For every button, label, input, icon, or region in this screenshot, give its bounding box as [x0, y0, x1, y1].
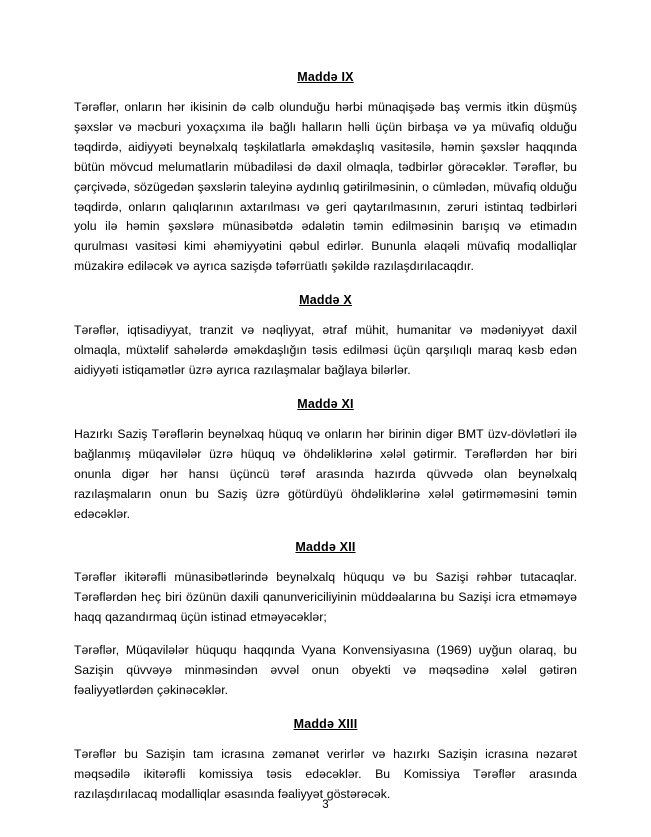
document-section-10 — [74, 293, 577, 381]
section-paragraph-13-1: Tərəflər bu Sazişin tam icrasına zəmanət verirlər və hazırkı Sazişin icrasına nəzarət məqsədilə ikitərəfli komissiya təsis edəcəklər. Bu Komissiya Tərəflər arasında razılaşdırılacaq modalliqlar əsasında fəaliyyət göstərəcək. — [74, 746, 577, 801]
section-heading-12: Maddə XII — [295, 540, 356, 555]
document-section-13 — [74, 717, 577, 805]
section-heading-11: Maddə XI — [297, 396, 354, 411]
document-section-12 — [74, 540, 577, 700]
section-paragraph-12-2: Tərəflər, Müqavilələr hüququ haqqında Vyana Konvensiyasına (1969) uyğun olaraq, bu Sazişin qüvvəyə minməsindən əvvəl onun obyekti və məqsədinə xələl gətirən fəaliyyətlərdən çəkinəcəklər. — [74, 643, 577, 697]
page-number: 3 — [322, 799, 329, 811]
document-section-9 — [74, 70, 577, 277]
section-paragraph-12-1: Tərəflər ikitərəfli münasibətlərində beynəlxalq hüququ və bu Sazişi rəhbər tutacaqlar. Tərəflərdən heç biri özünün daxili qanunvericiliyinin müddəalarına bu Sazişi icra etməməyə haqq qazandırmaq üçün istinad etməyəcəklər; — [74, 570, 577, 625]
section-paragraph-11-1: Hazırkı Saziş Tərəflərin beynəlxaq hüquq və onların hər birinin digər BMT üzv-dövlətləri ilə bağlanmış müqavilələr üzrə hüquq və öhdəliklərinə xələl gətirmir. Tərəflərdən hər biri onunla digər hər hansı üçüncü tərəf arasında hazırda qüvvədə olan beynəlxalq razılaşmaların onun bu Saziş üzrə götürdüyü öhdəliklərinə xələl gətirməməsini təmin edəcəklər. — [74, 426, 577, 521]
section-heading-13: Maddə XIII — [293, 716, 358, 731]
section-paragraph-9-1: Tərəflər, onların hər ikisinin də cəlb olunduğu hərbi münaqişədə baş vermis itkin düşmüş şəxslər və məcburi yoxaçxıma ilə bağlı halların həlli üçün birbaşa və ya müvafiq olduğu təqdirdə, aidiyyəti beynəlxalq təşkilatlarla əməkdaşlıq vasitəsilə, həmin şəxslər haqqında bütün mövcud melumatlarin mübadiləsi də daxil olmaqla, tədbirlər görəcəklər. Tərəflər, bu çərçivədə, sözügedən şəxslərin taleyinə aydınlıq gətirilməsinin, o cümlədən, müvafiq olduğu təqdirdə, onların qalıqlarının axtarılması və geri qaytarılmasının, zəruri istintaq tədbirləri yolu ilə həmin şəxslərə münasibətdə ədalətin təmin edilməsinin barışıq və etimadın qurulması vasitəsi kimi əhəmiyyətini qəbul edirlər. Bununla əlaqəli müvafiq modalliqlar müzakirə ediləcək və ayrıca sazişdə təfərrüatlı şəkildə razılaşdırılacaqdır. — [74, 100, 577, 274]
section-paragraph-10-1: Tərəflər, iqtisadiyyat, tranzit və nəqliyyat, ətraf mühit, humanitar və mədəniyyət daxil olmaqla, müxtəlif sahələrdə əməkdaşlığın təsis edilməsi üçün qarşılıqlı maraq kəsb edən aidiyyəti istiqamətlər üzrə ayrıca razılaşmalar bağlaya bilərlər. — [74, 323, 577, 377]
section-heading-9: Maddə IX — [297, 70, 354, 84]
document-section-11 — [74, 397, 577, 525]
section-heading-10: Maddə X — [299, 293, 352, 308]
